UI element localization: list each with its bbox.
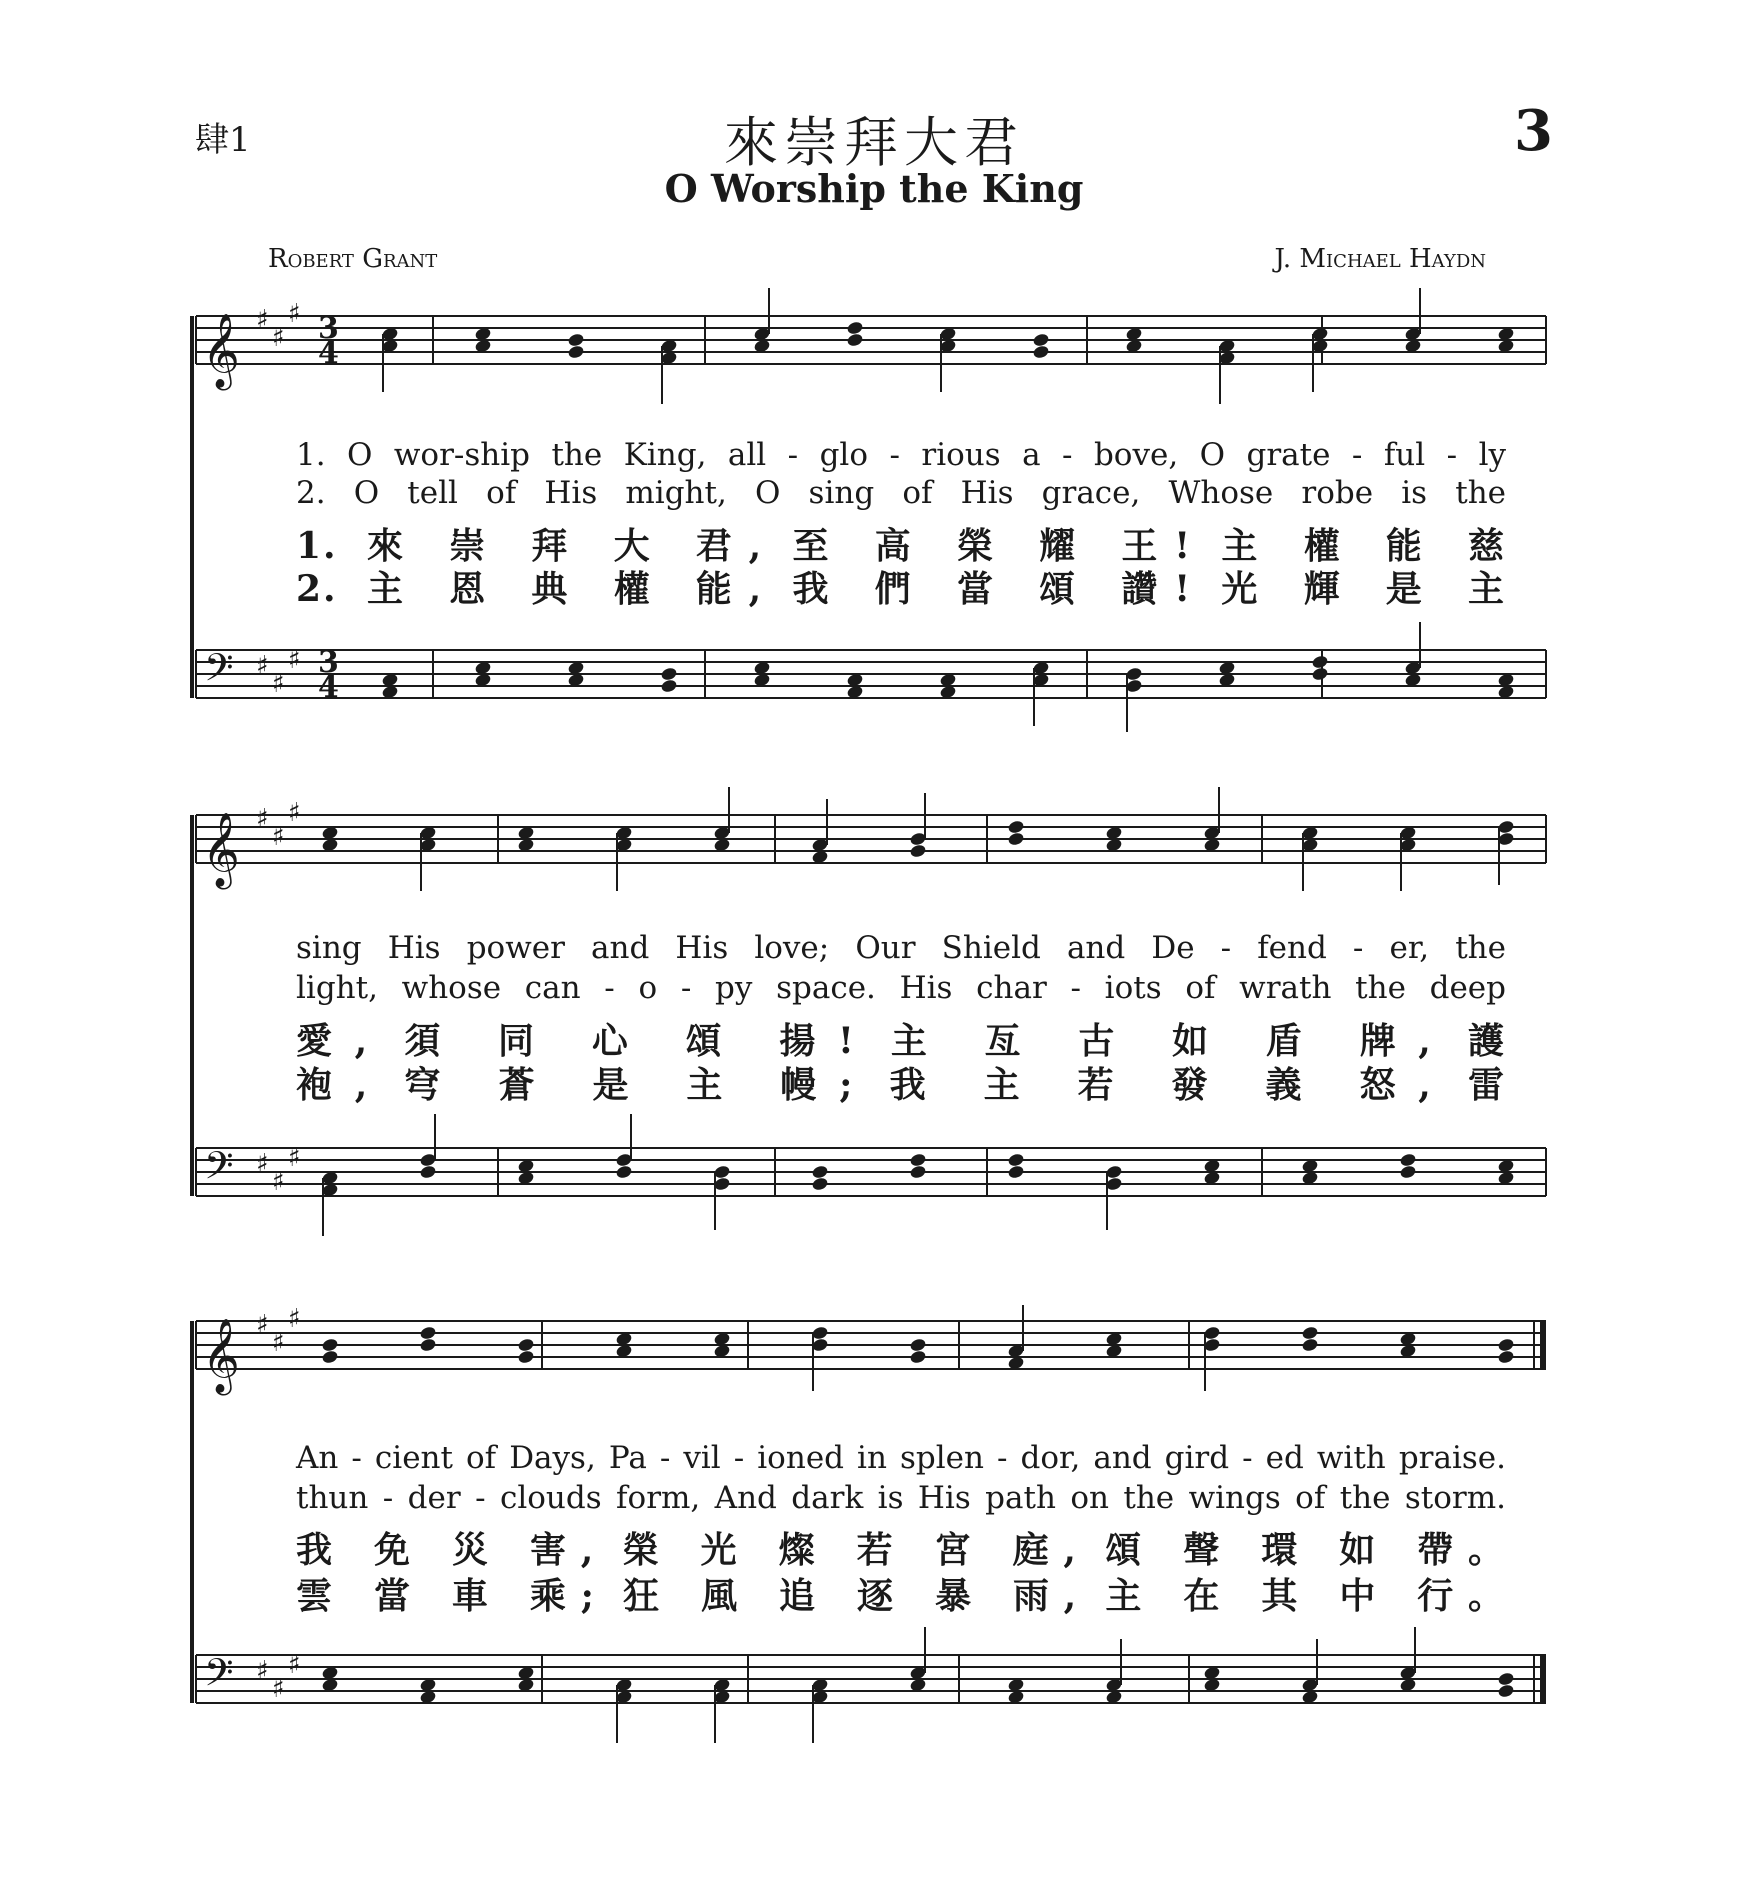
page-mark: 肆1 [195,120,251,160]
system-2-lyric-zh-verse-2: 袍, 穹 蒼 是 主 幔; 我 主 若 發 義 怒, 雷 [296,1064,1506,1106]
notehead [909,1349,927,1364]
notehead [1311,654,1329,669]
treble-staff [196,1304,1546,1396]
notehead [909,1337,927,1352]
treble-clef: 𝄞 [202,314,240,388]
notehead [1032,332,1050,347]
key-signature-sharp: ♯ [256,1656,269,1686]
notehead [811,1176,829,1191]
time-signature-bottom: 4 [318,336,339,371]
notehead [1497,1337,1515,1352]
notehead [1301,1325,1319,1340]
key-signature-sharp: ♯ [256,804,269,834]
notehead [909,843,927,858]
notehead [1007,819,1025,834]
time-signature-bottom: 4 [318,670,339,705]
system-3-lyric-zh-verse-1: 我 免 災 害, 榮 光 燦 若 宮 庭, 頌 聲 環 如 帶。 [296,1529,1506,1571]
key-signature-sharp: ♯ [288,299,301,329]
key-signature-sharp: ♯ [256,1149,269,1179]
treble-clef: 𝄞 [202,813,240,887]
notehead [615,1164,633,1179]
notehead [419,1164,437,1179]
notehead [1399,1164,1417,1179]
key-signature-sharp: ♯ [256,1310,269,1340]
key-signature-sharp: ♯ [288,1143,301,1173]
bass-clef: 𝄢 [204,645,234,699]
bass-staff [196,1627,1546,1743]
bass-clef: 𝄢 [204,1143,234,1197]
notehead [419,1337,437,1352]
system-3-lyric-zh-verse-2: 雲 當 車 乘; 狂 風 追 逐 暴 雨, 主 在 其 中 行。 [296,1575,1506,1617]
hymn-title-chinese: 來崇拜大君 [724,111,1024,174]
bass-staff [196,622,1546,732]
system-2-staves [192,787,1546,1236]
system-1-lyric-zh-verse-2: 2. 主 恩 典 權 能, 我 們 當 頌 讚! 光 輝 是 主 [296,568,1506,610]
final-barline-thick [1540,1321,1546,1369]
key-signature-sharp: ♯ [288,798,301,828]
key-signature-sharp: ♯ [272,1674,285,1704]
system-1-lyric-en-verse-2: 2. O tell of His might, O sing of His grace, Whose robe is the [296,475,1506,511]
notehead [909,1152,927,1167]
time-signature-top: 3 [318,311,339,346]
notehead [846,320,864,335]
key-signature-sharp: ♯ [288,1304,301,1334]
notehead [660,666,678,681]
notehead [1497,1349,1515,1364]
key-signature-sharp: ♯ [272,1328,285,1358]
composer-credit: J. Michael Haydn [1274,244,1486,274]
key-signature-sharp: ♯ [288,645,301,675]
key-signature-sharp: ♯ [256,651,269,681]
notehead [1311,666,1329,681]
key-signature-sharp: ♯ [272,1167,285,1197]
system-1-lyric-en-verse-1: 1. O wor-ship the King, all - glo - rious a - bove, O grate - ful - ly [296,437,1506,473]
key-signature-sharp: ♯ [256,305,269,335]
notehead [1497,1671,1515,1686]
notehead [321,1337,339,1352]
notehead [1399,1152,1417,1167]
system-2-lyric-en-verse-1: sing His power and His love; Our Shield and De - fend - er, the [296,930,1506,966]
key-signature-sharp: ♯ [272,669,285,699]
hymn-title-english: O Worship the King [664,166,1084,211]
notehead [1007,831,1025,846]
notehead [321,1349,339,1364]
key-signature-sharp: ♯ [272,822,285,852]
system-3-lyric-en-verse-1: An - cient of Days, Pa - vil - ioned in splen - dor, and gird - ed with praise. [296,1440,1506,1476]
bass-staff [196,1114,1546,1236]
key-signature-sharp: ♯ [288,1650,301,1680]
notehead [517,1349,535,1364]
treble-staff [196,787,1546,891]
notehead [567,344,585,359]
key-signature-sharp: ♯ [272,323,285,353]
final-barline-thick [1540,1655,1546,1703]
system-2-lyric-en-verse-2: light, whose can - o - py space. His char - iots of wrath the deep [296,970,1506,1006]
hymn-number: 3 [1514,98,1553,164]
bass-clef: 𝄢 [204,1650,234,1704]
system-1-lyric-zh-verse-1: 1. 來 崇 拜 大 君, 至 高 榮 耀 王! 主 權 能 慈 [296,525,1506,567]
notehead [517,1337,535,1352]
notehead [660,678,678,693]
notehead [1301,1337,1319,1352]
treble-clef: 𝄞 [202,1319,240,1393]
notehead [1007,1164,1025,1179]
notehead [419,1325,437,1340]
time-signature-top: 3 [318,645,339,680]
system-2-lyric-zh-verse-1: 愛, 須 同 心 頌 揚! 主 亙 古 如 盾 牌, 護 [296,1020,1506,1062]
treble-staff [196,288,1546,404]
notehead [1032,344,1050,359]
lyricist-credit: Robert Grant [268,244,438,274]
notehead [909,1164,927,1179]
system-3-lyric-en-verse-2: thun - der - clouds form, And dark is His path on the wings of the storm. [296,1480,1506,1516]
notehead [811,1164,829,1179]
notehead [846,332,864,347]
notehead [1497,1683,1515,1698]
notehead [1007,1152,1025,1167]
notehead [567,332,585,347]
